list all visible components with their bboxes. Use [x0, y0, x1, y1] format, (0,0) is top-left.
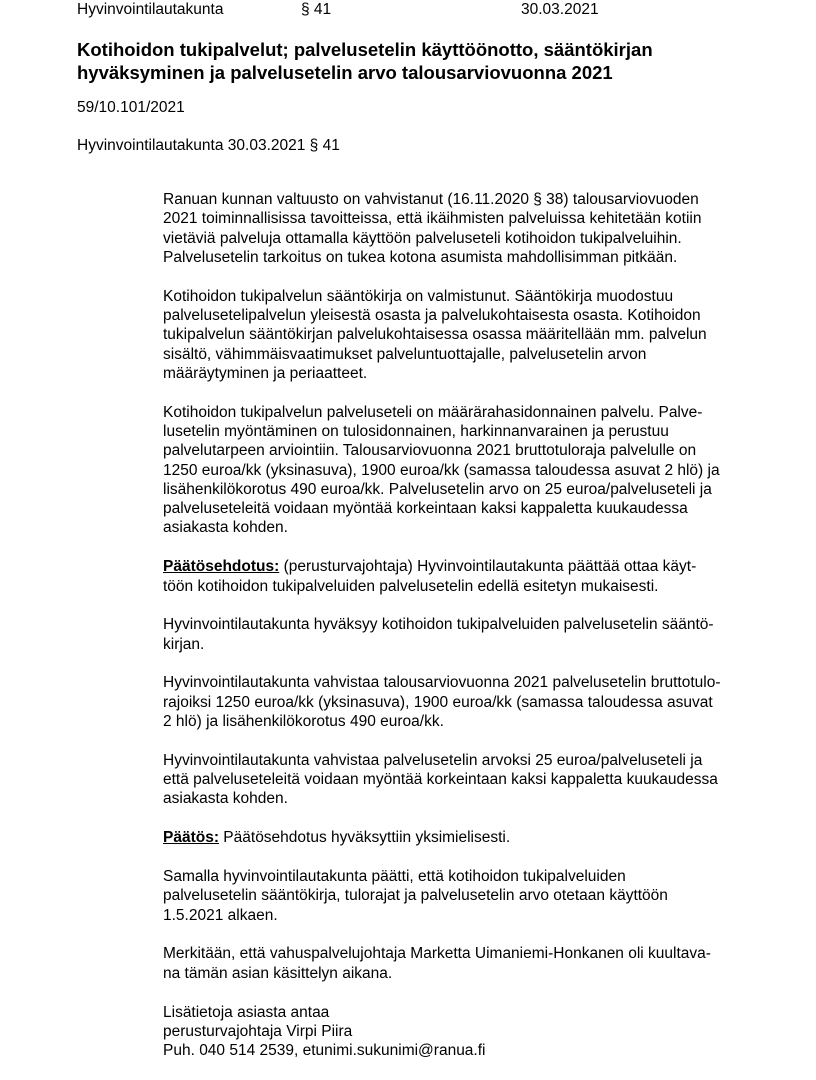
- paragraph-line: Merkitään, että vahuspalvelujohtaja Marketta Uimaniemi-Honkanen oli kuultava-: [163, 945, 711, 963]
- body-paragraph: [163, 287, 763, 383]
- header-section: § 41: [301, 1, 332, 18]
- paragraph-line: sisältö, vähimmäisvaatimukset palveluntuottajalle, palvelusetelin arvon: [163, 345, 647, 363]
- paragraph-line: palvelusetelin sääntökirja, tulorajat ja palvelusetelin arvo otetaan käyttöön: [163, 887, 668, 905]
- paragraph-line: asiakasta kohden.: [163, 790, 288, 808]
- paragraph-line: Palvelusetelin tarkoitus on tukea kotona asumista mahdollisimman pitkään.: [163, 248, 678, 266]
- paragraph-line: 1250 euroa/kk (yksinasuva), 1900 euroa/kk (samassa taloudessa asuvat 2 hlö) ja: [163, 461, 720, 479]
- body-paragraph: [163, 751, 763, 809]
- paragraph-line: vietäviä palveluja ottamalla käyttöön palveluseteli kotihoidon tukipalveluihin.: [163, 229, 682, 247]
- paragraph-line: kirjan.: [163, 635, 205, 653]
- document-body: [163, 190, 763, 1080]
- body-paragraph: [163, 867, 763, 925]
- paragraph-text: Päätösehdotus hyväksyttiin yksimielisesti.: [219, 829, 511, 847]
- paragraph-line: Lisätietoja asiasta antaa: [163, 1003, 330, 1021]
- paragraph-label: Päätösehdotus:: [163, 558, 280, 576]
- paragraph-line: Kotihoidon tukipalvelun palveluseteli on määrärahasidonnainen palvelu. Palve-: [163, 403, 703, 421]
- paragraph-line: perusturvajohtaja Virpi Piira: [163, 1022, 353, 1040]
- paragraph-line: määräytyminen ja periaatteet.: [163, 364, 368, 382]
- paragraph-line: töön kotihoidon tukipalveluiden palvelusetelin edellä esitetyn mukaisesti.: [163, 577, 659, 595]
- paragraph-line: na tämän asian käsittelyn aikana.: [163, 964, 393, 982]
- paragraph-line: palvelutarpeen arviointiin. Talousarviovuonna 2021 bruttotuloraja palvelulle on: [163, 442, 697, 460]
- body-paragraph: [163, 615, 763, 654]
- decision-paragraph: [163, 557, 763, 596]
- paragraph-line: tukipalvelun sääntökirjan palvelukohtaisessa osassa määritellään mm. palvelun: [163, 326, 707, 344]
- paragraph-line: 1.5.2021 alkaen.: [163, 906, 278, 924]
- paragraph-line: Kotihoidon tukipalvelun sääntökirja on valmistunut. Sääntökirja muodostuu: [163, 287, 674, 305]
- body-paragraph: [163, 1003, 763, 1061]
- paragraph-line: asiakasta kohden.: [163, 519, 288, 537]
- paragraph-line: Samalla hyvinvointilautakunta päätti, että kotihoidon tukipalveluiden: [163, 868, 626, 886]
- body-paragraph: [163, 403, 763, 538]
- body-paragraph: [163, 944, 763, 983]
- paragraph-line: palveluseteleitä voidaan myöntää korkeintaan kaksi kappaletta kuukaudessa: [163, 500, 688, 518]
- paragraph-line: Hyvinvointilautakunta vahvistaa talousarviovuonna 2021 palvelusetelin bruttotulo-: [163, 674, 721, 692]
- paragraph-line: palvelusetelipalvelun yleisestä osasta ja palvelukohtaisesta osasta. Kotihoidon: [163, 306, 701, 324]
- body-paragraph: [163, 190, 763, 267]
- meeting-reference: Hyvinvointilautakunta 30.03.2021 § 41: [77, 137, 340, 154]
- paragraph-label: Päätös:: [163, 829, 219, 847]
- header-committee: Hyvinvointilautakunta: [77, 1, 224, 18]
- header-date: 30.03.2021: [521, 1, 599, 18]
- body-paragraph: [163, 673, 763, 731]
- paragraph-line: lisähenkilökorotus 490 euroa/kk. Palvelusetelin arvo on 25 euroa/palveluseteli ja: [163, 480, 712, 498]
- paragraph-line: Hyvinvointilautakunta hyväksyy kotihoidon tukipalveluiden palvelusetelin sääntö-: [163, 616, 714, 634]
- paragraph-line: Hyvinvointilautakunta vahvistaa palvelusetelin arvoksi 25 euroa/palveluseteli ja: [163, 751, 703, 769]
- paragraph-line: 2021 toiminnallisissa tavoitteissa, että ikäihmisten palveluissa kehitetään kotiin: [163, 210, 702, 228]
- title-line: Kotihoidon tukipalvelut; palvelusetelin käyttöönotto, sääntökirjan: [77, 39, 653, 60]
- page-title: [77, 38, 653, 84]
- paragraph-line: Puh. 040 514 2539, etunimi.sukunimi@ranua.fi: [163, 1042, 486, 1060]
- paragraph-line: [163, 557, 763, 576]
- paragraph-text: (perusturvajohtaja) Hyvinvointilautakunta päättää ottaa käyt-: [279, 558, 697, 576]
- record-number: 59/10.101/2021: [77, 99, 185, 116]
- paragraph-line: Ranuan kunnan valtuusto on vahvistanut (16.11.2020 § 38) talousarviovuoden: [163, 191, 699, 208]
- title-line: hyväksyminen ja palvelusetelin arvo talousarviovuonna 2021: [77, 62, 613, 83]
- paragraph-line: lusetelin myöntäminen on tulosidonnainen, harkinnanvarainen ja perustuu: [163, 422, 669, 440]
- paragraph-line: 2 hlö) ja lisähenkilökorotus 490 euroa/kk.: [163, 713, 444, 731]
- paragraph-line: että palveluseteleitä voidaan myöntää korkeintaan kaksi kappaletta kuukaudessa: [163, 771, 718, 789]
- decision-paragraph: [163, 828, 763, 847]
- paragraph-line: [163, 828, 763, 847]
- paragraph-line: rajoiksi 1250 euroa/kk (yksinasuva), 1900 euroa/kk (samassa taloudessa asuvat: [163, 693, 713, 711]
